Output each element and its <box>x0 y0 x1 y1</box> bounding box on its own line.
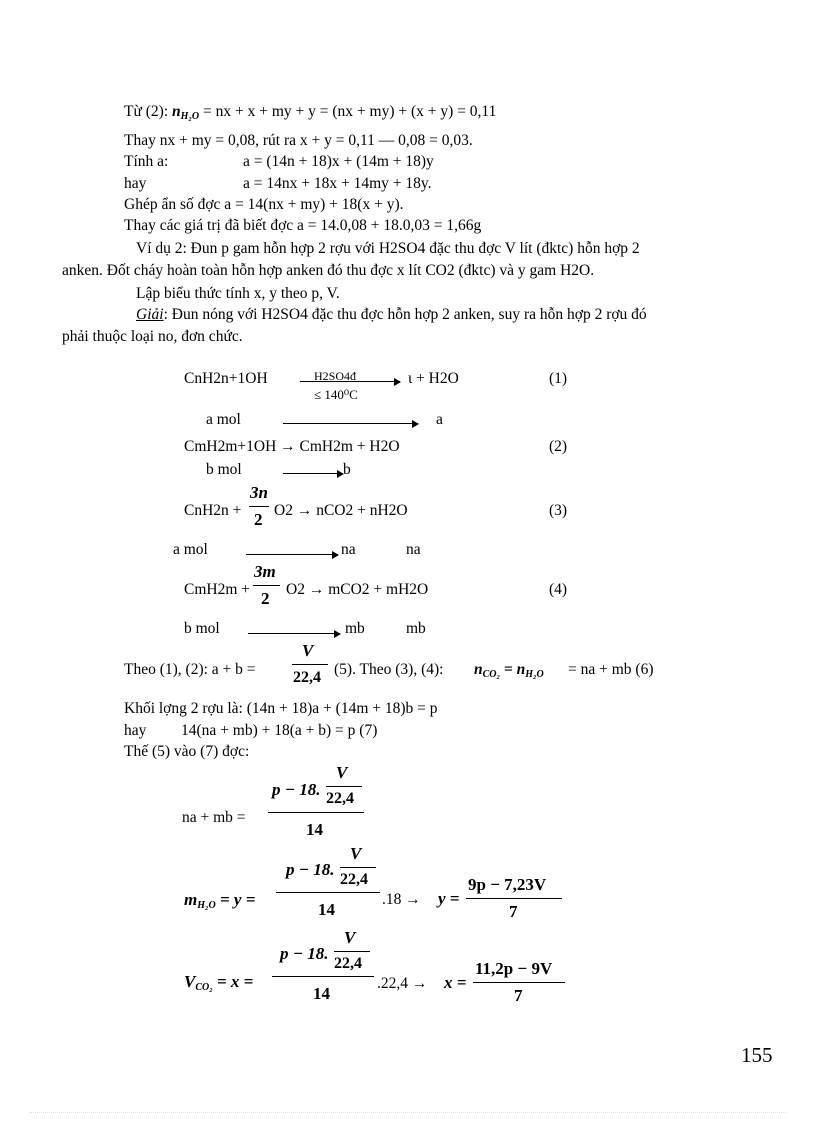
footer-divider <box>30 1112 786 1113</box>
eq1-num: p − 18. <box>272 780 321 799</box>
stoich-3-arrow <box>246 554 338 555</box>
reaction-3-left: CnH2n + <box>184 502 242 519</box>
line-vi-du-2: Ví dụ 2: Đun p gam hỗn hợp 2 rợu với H2SO4 đặc thu đợc V lít (đktc) hỗn hợp 2 <box>136 240 640 257</box>
eq3-res-num: 11,2p − 9V <box>475 959 553 978</box>
stoich-1-right: a <box>436 411 443 428</box>
text: Từ (2): <box>124 103 172 120</box>
line-hay <box>124 175 432 193</box>
eq3-res-den: 7 <box>514 986 523 1005</box>
theo-frac-bot: 22,4 <box>293 669 321 686</box>
eq2-num: p − 18. <box>286 860 335 879</box>
label: hay <box>124 722 147 739</box>
stoich-4-left: b mol <box>184 620 220 637</box>
mass-line-1: Khối lợng 2 rợu là: (14n + 18)a + (14m + 18)b = p <box>124 700 438 717</box>
reaction-3-frac-line <box>249 506 269 507</box>
eq1-inner-top: V <box>336 763 348 782</box>
eq3-inner-line <box>334 951 370 952</box>
reaction-4-left: CmH2m + <box>184 581 251 598</box>
text: a = (14n + 18)x + (14m + 18)y <box>243 153 434 170</box>
eq1-inner-line <box>326 786 362 787</box>
text: : Đun nóng với H2SO4 đặc thu đợc hỗn hợp 2 anken, suy ra hỗn hợp 2 rợu đó <box>163 306 647 323</box>
reaction-2: CmH2m+1OH → CmH2m + H2O <box>184 438 400 455</box>
eq2-inner-line <box>340 867 376 868</box>
eq1-den: 14 <box>306 820 323 839</box>
reaction-1-catalyst: H2SO4đ <box>314 369 357 383</box>
reaction-1-arrow <box>300 381 400 382</box>
eq2-res-den: 7 <box>509 902 518 921</box>
stoich-1-left: a mol <box>206 411 241 428</box>
line-lap-bieu-thuc: Lập biểu thức tính x, y theo p, V. <box>136 285 340 302</box>
label: Tính a: <box>124 153 169 170</box>
eq3-lhs: $V_{CO_2} = x$ = <box>184 972 254 993</box>
page-number: 155 <box>741 1043 773 1067</box>
reaction-2-number: (2) <box>549 438 568 455</box>
eq3-main-line <box>272 976 374 977</box>
n-h2o-symbol: $n_{H_2O}$ <box>172 103 200 122</box>
text: a = 14nx + 18x + 14my + 18y. <box>243 175 432 192</box>
eq2-res-num: 9p − 7,23V <box>468 875 547 894</box>
reaction-3-frac-den: 2 <box>254 510 263 529</box>
eq3-x: x = <box>444 973 467 992</box>
eq3-inner-top: V <box>344 928 356 947</box>
reaction-3-right: O2 → nCO2 + nH2O <box>274 502 408 519</box>
n-co2-symbol: $n_{CO_2} = n_{H_2O}$ <box>474 661 544 680</box>
stoich-3-right: na <box>406 541 421 558</box>
eq2-main-line <box>276 892 380 893</box>
reaction-3-number: (3) <box>549 502 568 519</box>
theo-frac-line <box>292 664 328 665</box>
label: hay <box>124 175 147 192</box>
line-giai <box>136 306 647 324</box>
theo-text-c: = na + mb (6) <box>568 661 654 678</box>
eq1-lhs: na + mb = <box>182 809 246 826</box>
theo-text-b: (5). Theo (3), (4): <box>334 661 444 678</box>
stoich-3-mid: na <box>341 541 356 558</box>
stoich-4-right: mb <box>406 620 426 637</box>
reaction-4-number: (4) <box>549 581 568 598</box>
text: 14(na + mb) + 18(a + b) = p (7) <box>181 722 378 739</box>
line-anken: anken. Đốt cháy hoàn toàn hỗn hợp anken đó thu đợc x lít CO2 (đktc) và y gam H2O. <box>62 262 595 279</box>
reaction-1-condition: ≤ 140⁰C <box>314 387 358 402</box>
reaction-1-number: (1) <box>549 370 568 387</box>
eq3-num: p − 18. <box>280 944 329 963</box>
stoich-2-arrow <box>283 473 343 474</box>
line-tu-2 <box>124 103 496 126</box>
giai-label: Giải <box>136 306 164 323</box>
eq2-inner-bot: 22,4 <box>340 871 368 888</box>
eq3-den: 14 <box>313 984 330 1003</box>
stoich-1-arrow <box>283 423 418 424</box>
reaction-4-right: O2 → mCO2 + mH2O <box>286 581 429 598</box>
reaction-4-frac-den: 2 <box>261 589 270 608</box>
eq2-res-line <box>466 898 562 899</box>
eq2-y: y = <box>438 889 460 908</box>
stoich-2-left: b mol <box>206 461 242 478</box>
reaction-1-left: CnH2n+1OH <box>184 370 268 387</box>
reaction-4-frac-num: 3m <box>254 562 276 581</box>
eq2-inner-top: V <box>350 844 362 863</box>
reaction-1-right: ι + H2O <box>408 370 459 387</box>
eq3-inner-bot: 22,4 <box>334 955 362 972</box>
eq2-den: 14 <box>318 900 335 919</box>
line-thay: Thay nx + my = 0,08, rút ra x + y = 0,11 — 0,08 = 0,03. <box>124 132 473 149</box>
stoich-3-left: a mol <box>173 541 208 558</box>
line-tinh-a <box>124 153 434 171</box>
eq3-res-line <box>473 982 565 983</box>
eq1-inner-bot: 22,4 <box>326 790 354 807</box>
reaction-3-frac-num: 3n <box>250 483 268 502</box>
mass-line-2 <box>124 722 378 740</box>
reaction-4-frac-line <box>253 585 280 586</box>
text: = nx + x + my + y = (nx + my) + (x + y) = 0,11 <box>203 103 497 120</box>
mass-line-3: Thế (5) vào (7) đợc: <box>124 743 250 760</box>
eq2-lhs: $m_{H_2O} = y$ = <box>184 890 256 911</box>
stoich-4-arrow <box>248 633 340 634</box>
line-phai-thuoc: phải thuộc loại no, đơn chức. <box>62 328 243 345</box>
theo-frac-top: V <box>302 641 314 660</box>
eq2-mid: .18 → <box>382 891 421 908</box>
stoich-2-right: b <box>343 461 351 478</box>
eq1-main-line <box>268 812 364 813</box>
eq3-mid: .22,4 → <box>377 975 428 992</box>
stoich-4-mid: mb <box>345 620 365 637</box>
line-ghep: Ghép ẩn số đợc a = 14(nx + my) + 18(x + y). <box>124 196 404 213</box>
theo-text-a: Theo (1), (2): a + b = <box>124 661 256 678</box>
line-thay-gia-tri: Thay các giá trị đã biết đợc a = 14.0,08 + 18.0,03 = 1,66g <box>124 217 482 234</box>
